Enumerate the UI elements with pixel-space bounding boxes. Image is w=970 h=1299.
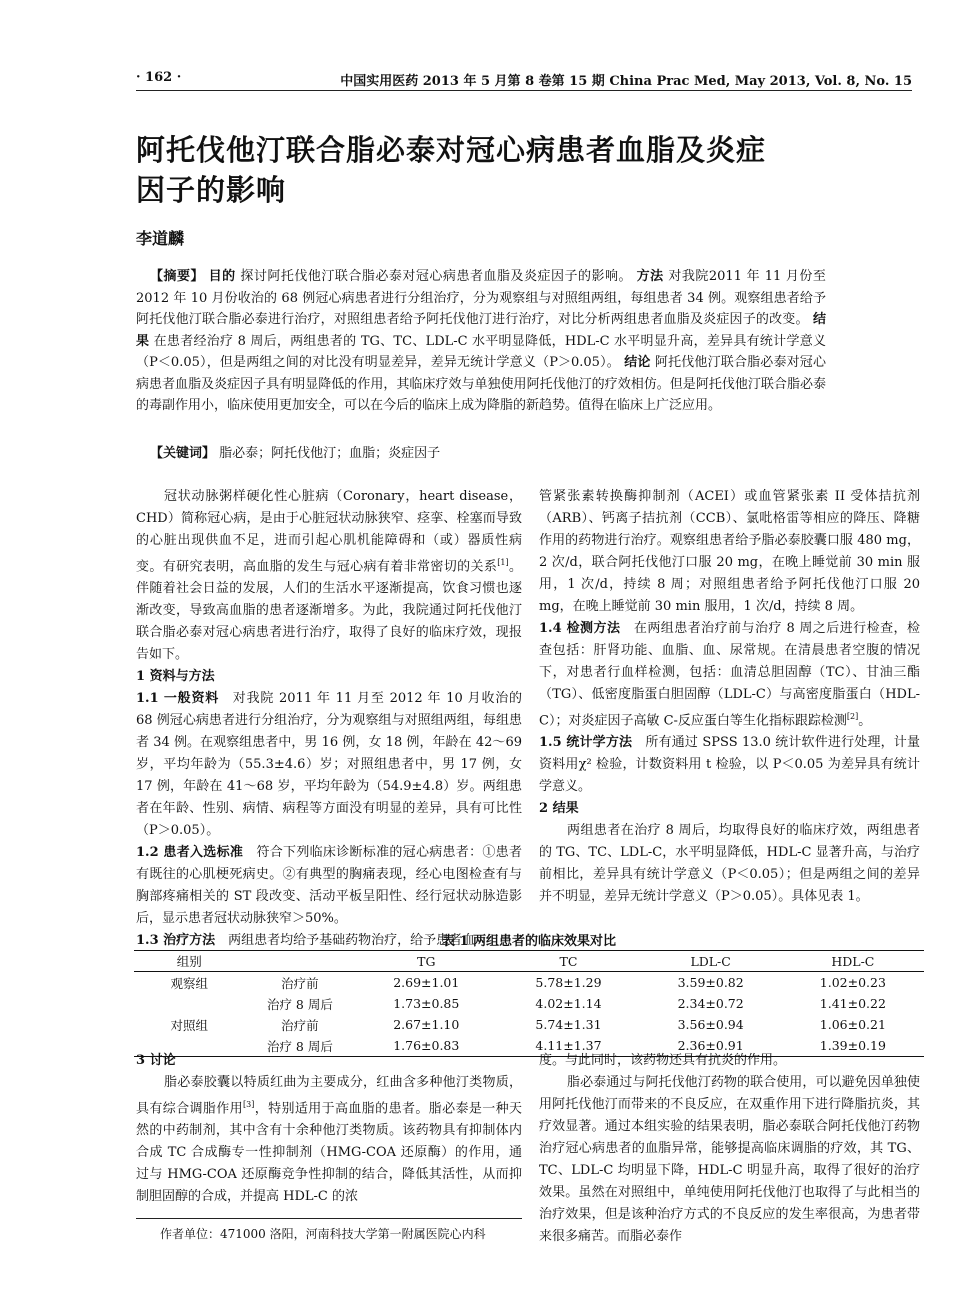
table-cell: 对照组 xyxy=(170,1017,209,1033)
intro-text-b: 。伴随着社会日益的发展，人们的生活水平逐渐提高，饮食习惯也逐渐改变，导致高血脂的患者逐渐增多。为此，我院通过阿托伐他汀联合脂必泰对冠心病患者进行治疗，取得了良好的临床疗效，现报告如下。 xyxy=(136,559,522,663)
title-line-1: 阿托伐他汀联合脂必泰对冠心病患者血脂及炎症 xyxy=(136,133,767,167)
table-1 xyxy=(134,930,924,1057)
results-text: 在患者经治疗 8 周后，两组患者的 TG、TC、LDL-C 水平明显降低，HDL-C 水平明显升高，差异具有统计学意义（P＜0.05），但是两组之间的对比没有明显差异，差异无统计学意义（P＞0.05）。 xyxy=(136,333,826,370)
section-1-1-text: 对我院 2011 年 11 月至 2012 年 10 月收治的 68 例冠心病患者进行分组治疗，分为观察组与对照组两组，每组患者 34 例。在观察组患者中，男 16 例，女 18 例，年龄在 42～69 岁，平均年龄为（55.3±4.6）岁；对照组患者中，男 17 例，女 17 例，年龄在 41～68 岁，平均年龄为（54.9±4.8）岁。两组患者在年龄、性别、病情、病程等方面没有明显的差异，具有可比性（P＞0.05）。 xyxy=(136,691,522,839)
running-header xyxy=(136,68,912,91)
discussion-text-b: ，特别适用于高血脂的患者。脂必泰是一种天然的中药制剂，其中含有十余种他汀类物质。该药物具有抑制体内合成 TC 合成酶专一性抑制剂（HMG-COA 还原酶）的作用，通过与 HMG-COA 还原酶竞争性抑制的结合，降低其活性，从而抑制胆固醇的合成，并提高 HDL-C 的浓 xyxy=(136,1101,522,1205)
discussion-right-column xyxy=(539,1050,920,1248)
table-cell: 4.11±1.37 xyxy=(497,1035,639,1057)
conclusion-label: 结论 xyxy=(624,355,651,370)
body-right-column xyxy=(539,486,920,908)
table-cell: 1.73±0.85 xyxy=(393,996,460,1011)
table-cell: 1.02±0.23 xyxy=(819,975,886,990)
keywords-text: 脂必泰；阿托伐他汀；血脂；炎症因子 xyxy=(219,446,441,461)
table-header-row xyxy=(134,951,924,972)
table-cell: 治疗前 xyxy=(281,975,319,991)
section-1-5-heading: 1.5 统计学方法 xyxy=(539,735,633,751)
intro-paragraph xyxy=(136,486,522,666)
table-cell: 1.41±0.22 xyxy=(819,996,886,1011)
discussion-paragraph-1-continued: 度。与此同时，该药物还具有抗炎的作用。 xyxy=(539,1053,787,1068)
section-1-2-heading: 1.2 患者入选标准 xyxy=(136,845,244,861)
section-1-3-text-a: 两组患者均给予基础药物治疗，给予患者血 xyxy=(228,933,476,949)
section-1-2-text: 符合下列临床诊断标准的冠心病患者：①患者有既往的心肌梗死病史。②有典型的胸痛表现，经心电图检查有与胸部疼痛相关的 ST 段改变、活动平板呈阳性、经行冠状动脉造影后，显示患者冠状动脉狭窄＞50%。 xyxy=(136,845,522,927)
table-cell: 3.59±0.82 xyxy=(677,975,744,990)
table-cell: 2.34±0.72 xyxy=(677,996,744,1011)
keywords xyxy=(150,442,830,461)
table-cell: 1.39±0.19 xyxy=(782,1035,924,1057)
abstract xyxy=(136,266,826,417)
table-cell: 观察组 xyxy=(170,975,209,991)
discussion-left-column xyxy=(136,1050,522,1208)
table-cell: 2.36±0.91 xyxy=(640,1035,782,1057)
table-header-cell: TG xyxy=(355,951,497,972)
abstract-label: 【摘要】 xyxy=(150,269,205,284)
table-header-cell: 组别 xyxy=(134,951,245,972)
section-1-5-text: 所有通过 SPSS 13.0 统计软件进行处理，计量资料用χ² 检验，计数资料用 t 检验，以 P＜0.05 为差异具有统计学意义。 xyxy=(539,735,920,795)
section-1-4-heading: 1.4 检测方法 xyxy=(539,621,621,636)
keywords-label: 【关键词】 xyxy=(150,446,216,461)
table-caption: 表 1 两组患者的临床效果对比 xyxy=(441,934,617,949)
section-1-4-text: 在两组患者治疗前与治疗 8 周之后进行检查，检查包括：肝肾功能、血脂、血、尿常规。在清晨患者空腹的情况下，对患者行血样检测，包括：血清总胆固醇（TC）、甘油三酯（TG）、低密度脂蛋白胆固醇（LDL-C）与高密度脂蛋白（HDL-C）；对炎症因子高敏 C-反应蛋白等生化指标跟踪检测 xyxy=(539,621,920,729)
results-label: 结果 xyxy=(136,312,826,349)
section-1-heading: 1 资料与方法 xyxy=(136,669,215,685)
table-cell xyxy=(134,993,245,1014)
table-cell: 治疗 8 周后 xyxy=(245,1035,356,1057)
section-1-4-end: 。 xyxy=(858,713,872,729)
citation-1: [1] xyxy=(497,558,509,567)
discussion-text-a: 脂必泰胶囊以特质红曲为主要成分，红曲含多种他汀类物质，具有综合调脂作用 xyxy=(136,1075,522,1117)
section-1-3-continued: 管紧张素转换酶抑制剂（ACEI）或血管紧张素 II 受体拮抗剂（ARB）、钙离子拮抗剂（CCB）、氯吡格雷等相应的降压、降糖作用的药物进行治疗。观察组患者给予脂必泰胶囊口服 480 mg，2 次/d，联合阿托伐他汀口服 20 mg，在晚上睡觉前 30 min 服用，1 次/d，持续 8 周；对照组患者给予阿托伐他汀口服 20 mg，在晚上睡觉前 30 min 服用，1 次/d，持续 8 周。 xyxy=(539,489,920,614)
results-paragraph: 两组患者在治疗 8 周后，均取得良好的临床疗效，两组患者的 TG、TC、LDL-C，水平明显降低，HDL-C 显著升高，与治疗前相比，差异具有统计学意义（P＜0.05）；但是两组之间的差异并不明显，差异无统计学意义（P＞0.05）。具体见表 1。 xyxy=(539,823,920,905)
table-header-cell: TC xyxy=(497,951,639,972)
section-3-heading: 3 讨论 xyxy=(136,1053,176,1068)
section-1-1-heading: 1.1 一般资料 xyxy=(136,691,220,707)
section-1-4 xyxy=(539,618,920,732)
intro-text-a: 冠状动脉粥样硬化性心脏病（Coronary，heart disease，CHD）简称冠心病，是由于心脏冠状动脉狭窄、痉挛、栓塞而导致的心脏出现供血不足，进而引起心肌机能障碍和（或）器质性病变。有研究表明，高血脂的发生与冠心病有着非常密切的关系 xyxy=(136,489,522,575)
table-row xyxy=(134,993,924,1014)
citation-3: [3] xyxy=(243,1100,255,1109)
discussion-paragraph-1 xyxy=(136,1072,522,1208)
journal-info: 中国实用医药 2013 年 5 月第 8 卷第 15 期 China Prac Med, May 2013, Vol. 8, No. 15 xyxy=(340,74,912,89)
table-header-cell: LDL-C xyxy=(640,951,782,972)
table-cell: 1.06±0.21 xyxy=(819,1017,886,1032)
table-row xyxy=(134,972,924,994)
author-name: 李道麟 xyxy=(136,229,185,248)
table-row xyxy=(134,1014,924,1035)
citation-2: [2] xyxy=(846,712,859,721)
article-title xyxy=(136,130,856,210)
title-line-2: 因子的影响 xyxy=(136,173,287,207)
section-1-3-heading: 1.3 治疗方法 xyxy=(136,933,216,949)
objective-label: 目的 xyxy=(208,269,236,284)
table-cell: 2.67±1.10 xyxy=(393,1017,460,1032)
table-header-cell xyxy=(245,951,356,972)
table-cell: 4.02±1.14 xyxy=(535,996,602,1011)
table-cell: 3.56±0.94 xyxy=(677,1017,744,1032)
page-number: · 162 · xyxy=(136,70,182,85)
results-table xyxy=(134,950,924,1057)
discussion-paragraph-2: 脂必泰通过与阿托伐他汀药物的联合使用，可以避免因单独使用阿托伐他汀而带来的不良反应，在双重作用下进行降脂抗炎，其疗效显著。通过本组实验的结果表明，脂必泰联合阿托伐他汀药物治疗冠心病患者的血脂异常，能够提高临床调脂的疗效，其 TG、TC、LDL-C 均明显下降，HDL-C 明显升高，取得了很好的治疗效果。虽然在对照组中，单纯使用阿托伐他汀也取得了与此相当的治疗效果，但是该种治疗方式的不良反应的发生率很高，为患者带来很多痛苦。而脂必泰作 xyxy=(539,1075,920,1244)
section-1-1 xyxy=(136,688,522,842)
table-cell: 5.74±1.31 xyxy=(535,1017,602,1032)
author-affiliation-footnote: 作者单位：471000 洛阳，河南科技大学第一附属医院心内科 xyxy=(136,1218,522,1242)
section-1-2 xyxy=(136,842,522,930)
methods-text: 对我院2011 年 11 月份至 2012 年 10 月份收治的 68 例冠心病患者进行分组治疗，分为观察组与对照组两组，每组患者 34 例。观察组患者给予阿托伐他汀联合脂必泰进行治疗，对照组患者给予阿托伐他汀进行治疗，对比分析两组患者血脂及炎症因子的改变。 xyxy=(136,269,826,327)
table-cell: 1.76±0.83 xyxy=(355,1035,497,1057)
conclusion-text: 阿托伐他汀联合脂必泰对冠心病患者血脂及炎症因子具有明显降低的作用，其临床疗效与单独使用阿托伐他汀的疗效相仿。但是阿托伐他汀联合脂必泰的毒副作用小，临床使用更加安全，可以在今后的临床上成为降脂的新趋势。值得在临床上广泛应用。 xyxy=(136,355,826,413)
table-cell: 2.69±1.01 xyxy=(393,975,460,990)
table-cell: 5.78±1.29 xyxy=(535,975,602,990)
objective-text: 探讨阿托伐他汀联合脂必泰对冠心病患者血脂及炎症因子的影响。 xyxy=(240,269,633,284)
section-2-heading: 2 结果 xyxy=(539,801,579,817)
methods-label: 方法 xyxy=(636,269,664,284)
table-cell: 治疗 8 周后 xyxy=(266,996,333,1012)
table-header-cell: HDL-C xyxy=(782,951,924,972)
section-1-5 xyxy=(539,732,920,798)
table-cell: 治疗前 xyxy=(281,1017,319,1033)
body-left-column xyxy=(136,486,522,952)
